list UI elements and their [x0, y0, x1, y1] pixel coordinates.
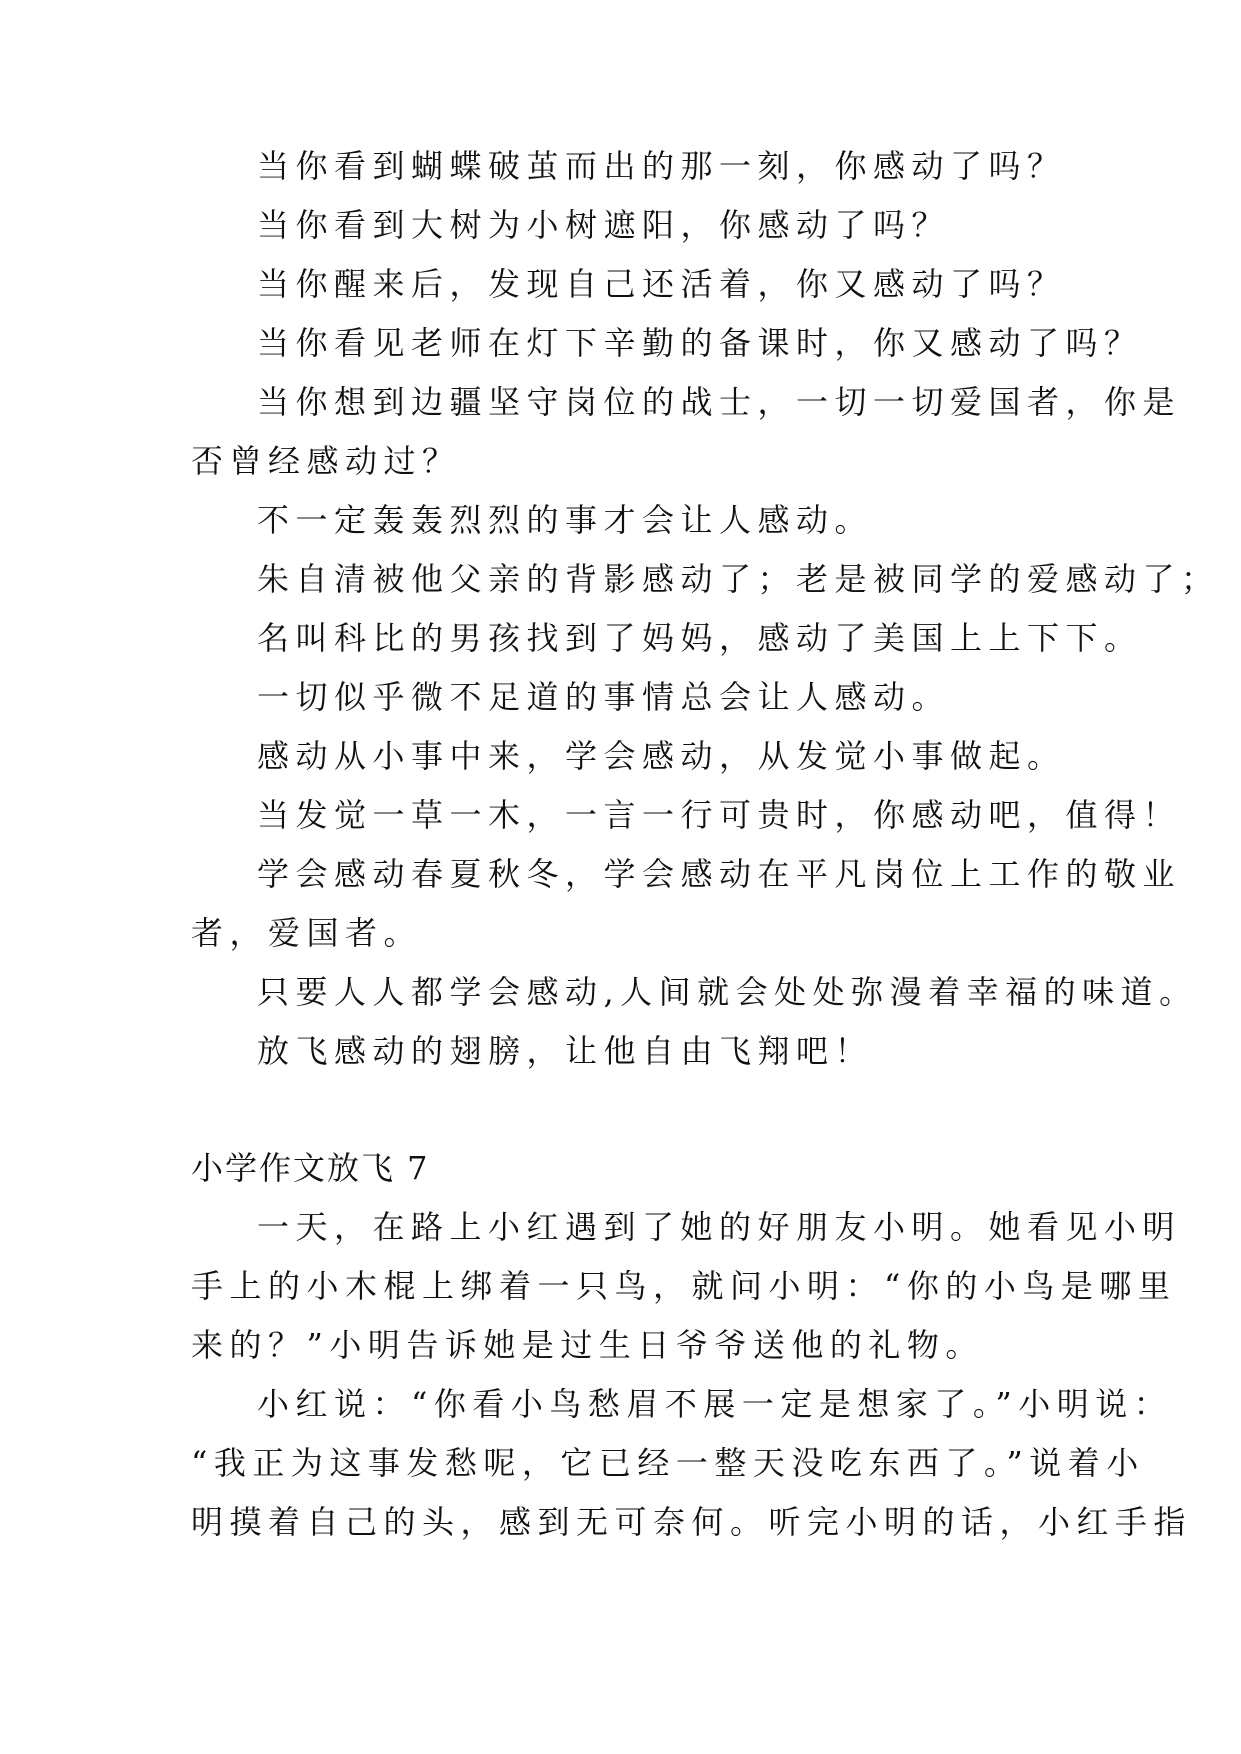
paragraph-line: 者，爱国者。 [191, 914, 423, 952]
paragraph-line: 当你醒来后，发现自己还活着，你又感动了吗？ [257, 265, 1066, 303]
paragraph-line: 放飞感动的翅膀，让他自由飞翔吧！ [257, 1032, 874, 1070]
paragraph-line: 来的？”小明告诉她是过生日爷爷送他的礼物。 [191, 1326, 984, 1364]
paragraph-line: 当你看到蝴蝶破茧而出的那一刻，你感动了吗？ [257, 147, 1066, 185]
paragraph-line: “我正为这事发愁呢，它已经一整天没吃东西了。”说着小 [191, 1444, 1145, 1482]
paragraph-line: 当你想到边疆坚守岗位的战士，一切一切爱国者，你是 [257, 383, 1182, 421]
paragraph-line: 当发觉一草一木，一言一行可贵时，你感动吧，值得！ [257, 796, 1182, 834]
paragraph-line: 感动从小事中来，学会感动，从发觉小事做起。 [257, 737, 1066, 775]
paragraph-line: 当你看到大树为小树遮阳，你感动了吗？ [257, 206, 951, 244]
paragraph-line: 一切似乎微不足道的事情总会让人感动。 [257, 678, 951, 716]
paragraph-line: 不一定轰轰烈烈的事才会让人感动。 [257, 501, 874, 539]
paragraph-line: 只要人人都学会感动,人间就会处处弥漫着幸福的味道。 [257, 973, 1198, 1011]
paragraph-line: 当你看见老师在灯下辛勤的备课时，你又感动了吗？ [257, 324, 1143, 362]
paragraph-line: 否曾经感动过？ [191, 442, 461, 480]
paragraph-line: 手上的小木棍上绑着一只鸟，就问小明：“你的小鸟是哪里 [191, 1267, 1177, 1305]
section-title: 小学作文放飞 7 [191, 1149, 430, 1187]
paragraph-line: 名叫科比的男孩找到了妈妈，感动了美国上上下下。 [257, 619, 1143, 657]
paragraph-line: 一天，在路上小红遇到了她的好朋友小明。她看见小明 [257, 1208, 1182, 1246]
paragraph-line: 明摸着自己的头，感到无可奈何。听完小明的话，小红手指 [191, 1503, 1193, 1541]
paragraph-line: 朱自清被他父亲的背影感动了；老是被同学的爱感动了； [257, 560, 1220, 598]
paragraph-line: 学会感动春夏秋冬，学会感动在平凡岗位上工作的敬业 [257, 855, 1182, 893]
paragraph-line: 小红说：“你看小鸟愁眉不展一定是想家了。”小明说： [257, 1385, 1173, 1423]
